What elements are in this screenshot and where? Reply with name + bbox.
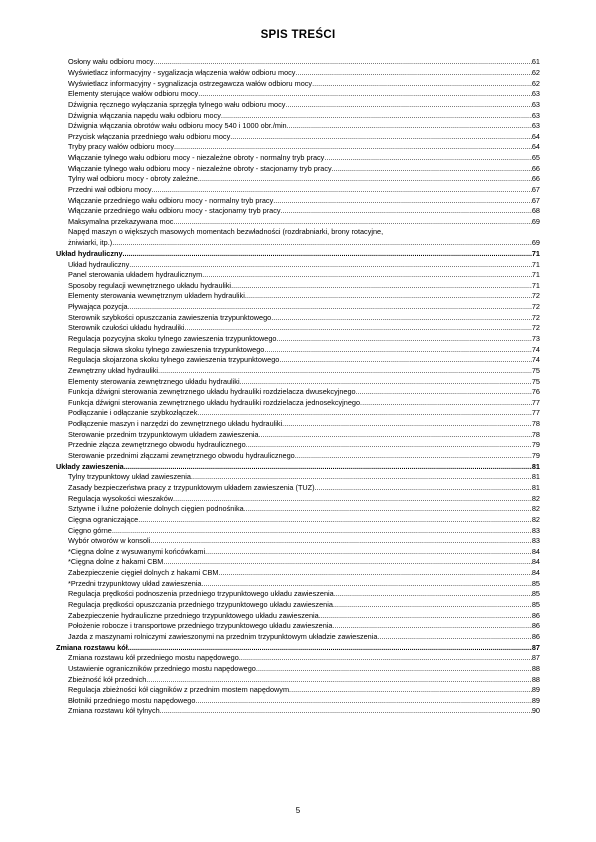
toc-entry-text: Dźwignia włączania obrotów wału odbioru mocy 540 i 1000 obr./min	[68, 121, 287, 131]
dot-leader	[279, 356, 532, 363]
toc-entry-text: Sposoby regulacji wewnętrznego układu hydrauliki	[68, 280, 232, 290]
toc-entry[interactable]	[56, 566, 540, 577]
toc-page-number: 84	[531, 546, 540, 556]
toc-page-number: 71	[531, 248, 540, 258]
dot-leader	[324, 154, 532, 161]
dot-leader	[332, 165, 532, 172]
dot-leader	[312, 80, 532, 87]
toc-page-number: 66	[531, 163, 540, 173]
toc-page-number: 72	[531, 312, 540, 322]
toc-entry-text: Położenie robocze i transportowe przedniego trzypunktowego układu zawieszenia	[68, 621, 333, 631]
dot-leader	[332, 622, 531, 629]
toc-page-number: 62	[531, 67, 540, 77]
toc-entry[interactable]	[56, 598, 540, 609]
dot-leader	[315, 484, 532, 491]
toc-entry[interactable]	[56, 576, 540, 587]
toc-entry-text: Regulacja prędkości podnoszenia przedniego trzypunktowego układu zawieszenia	[68, 589, 334, 599]
toc-entry-text: Regulacja siłowa skoku tylnego zawieszenia trzypunktowego	[68, 344, 265, 354]
dot-leader	[163, 558, 532, 565]
toc-entry-text: Funkcja dźwigni sterowania zewnętrznego układu hydrauliki rozdzielacza jednosekcyjnego	[68, 397, 361, 407]
toc-page-number: 71	[531, 270, 540, 280]
toc-page-number: 77	[531, 397, 540, 407]
toc-page-number: 71	[531, 259, 540, 269]
page-number: 5	[295, 806, 301, 815]
dot-leader	[112, 527, 532, 534]
toc-entry[interactable]	[56, 204, 540, 215]
toc-entry[interactable]	[56, 608, 540, 619]
dot-leader	[154, 58, 532, 65]
toc-entry-text: Zbieżność kół przednich	[68, 674, 147, 684]
dot-leader	[245, 292, 532, 299]
toc-entry-text: Podłączenie maszyn i narzędzi do zewnętrznego układu hydrauliki	[68, 419, 283, 429]
toc-entry[interactable]	[56, 215, 540, 226]
dot-leader	[295, 69, 531, 76]
toc-entry[interactable]	[56, 268, 540, 279]
toc-page-number: 64	[531, 142, 540, 152]
toc-page-number: 79	[531, 440, 540, 450]
dot-leader	[124, 463, 532, 470]
toc-entry-text: Zmiana rozstawu kół przedniego mostu napędowego	[68, 653, 239, 663]
toc-page-number: 62	[531, 78, 540, 88]
toc-page-number: 73	[531, 334, 540, 343]
dot-leader	[197, 409, 531, 416]
toc-entry-text: Wyświetlacz informacyjny - sygalizacja włączenia wałów odbioru mocy	[68, 67, 296, 77]
toc-page-number: 88	[531, 674, 540, 684]
toc-entry-text: żniwiarki, itp.)	[68, 238, 113, 248]
toc-entry-text: Włączanie tylnego wału odbioru mocy - niezależne obroty - stacjonarny tryb pracy	[68, 163, 332, 173]
toc-entry[interactable]	[56, 140, 540, 151]
dot-leader	[319, 612, 532, 619]
toc-entry[interactable]	[56, 651, 540, 662]
toc-page-number: 61	[531, 57, 540, 67]
dot-leader	[152, 186, 532, 193]
toc-page-number: 75	[531, 376, 540, 386]
toc-entry[interactable]	[56, 523, 540, 534]
toc-entry[interactable]	[56, 438, 540, 449]
toc-entry[interactable]	[56, 87, 540, 98]
toc-entry[interactable]	[56, 364, 540, 375]
toc-entry[interactable]	[56, 491, 540, 502]
toc-page-number: 72	[531, 302, 540, 312]
dot-leader	[334, 590, 532, 597]
toc-entry[interactable]	[56, 704, 540, 715]
toc-page-number: 77	[531, 408, 540, 418]
dot-leader	[231, 282, 532, 289]
dot-leader	[230, 133, 532, 140]
dot-leader	[129, 261, 532, 268]
dot-leader	[160, 707, 532, 714]
toc-page-number: 84	[531, 568, 540, 578]
toc-entry[interactable]	[56, 534, 540, 545]
dot-leader	[281, 207, 532, 214]
toc-page-number: 90	[531, 706, 540, 716]
dot-leader	[289, 686, 532, 693]
toc-entry-text: Podłączanie i odłączanie szybkozłączek	[68, 408, 198, 418]
toc-entry[interactable]	[56, 236, 540, 247]
toc-page-number: 85	[531, 600, 540, 610]
toc-entry[interactable]	[56, 55, 540, 66]
toc-entry[interactable]	[56, 662, 540, 673]
toc-entry[interactable]	[56, 619, 540, 630]
toc-entry-text: Cięgna ograniczające	[68, 514, 139, 524]
dot-leader	[123, 250, 532, 257]
toc-page-number: 86	[531, 631, 540, 641]
toc-page-number: 85	[531, 589, 540, 599]
dot-leader	[195, 697, 532, 704]
toc-entry-text: Włączanie przedniego wału odbioru mocy - stacjonarny tryb pracy	[68, 206, 281, 216]
toc-page-number: 64	[531, 131, 540, 141]
dot-leader	[246, 441, 532, 448]
toc-entry[interactable]	[56, 119, 540, 130]
toc-entry[interactable]	[56, 587, 540, 598]
toc-entry-text: Przednie złącza zewnętrznego obwodu hydraulicznego	[68, 440, 246, 450]
toc-page-number: 74	[531, 344, 540, 354]
toc-section-heading[interactable]	[56, 459, 540, 470]
toc-page-number: 63	[531, 99, 540, 109]
dot-leader	[146, 676, 532, 683]
dot-leader	[276, 335, 531, 342]
toc-entry-text: Elementy sterowania zewnętrznego układu hydrauliki	[68, 376, 240, 386]
toc-entry-text: Włączanie tylnego wału odbioru mocy - niezależne obroty - normalny tryb pracy	[68, 153, 325, 163]
toc-entry-text: Tylny wał odbioru mocy - obroty zależne	[68, 174, 198, 184]
toc-entry[interactable]	[56, 310, 540, 321]
toc-page-number: 76	[531, 387, 540, 397]
toc-entry[interactable]	[56, 321, 540, 332]
toc-entry-text: Układ hydrauliczny	[68, 259, 130, 269]
dot-leader	[202, 271, 532, 278]
dot-leader	[205, 548, 532, 555]
toc-entry[interactable]	[56, 98, 540, 109]
toc-page-number: 67	[531, 185, 540, 195]
toc-page-number: 79	[531, 451, 540, 461]
dot-leader	[282, 420, 532, 427]
toc-entry[interactable]	[56, 385, 540, 396]
toc-entry-text: Regulacja zbieżności kół ciągników z przednim mostem napędowym	[68, 685, 290, 695]
toc-page-number: 89	[531, 685, 540, 695]
toc-entry-text: Dźwignia włączania napędu wału odbioru mocy	[68, 110, 221, 120]
toc-entry[interactable]	[56, 161, 540, 172]
toc-entry[interactable]	[56, 449, 540, 460]
dot-leader	[377, 633, 531, 640]
toc-entry-text: Układ hydrauliczny	[56, 248, 123, 258]
toc-entry-text: Sterowanie przednimi złączami zewnętrznego obwodu hydraulicznego	[68, 451, 295, 461]
toc-page-number: 81	[531, 482, 540, 492]
toc-entry-text: Regulacja pozycyjna skoku tylnego zawieszenia trzypunktowego	[68, 334, 277, 343]
toc-page-number: 63	[531, 110, 540, 120]
toc-entry[interactable]	[56, 278, 540, 289]
toc-page-number: 66	[531, 174, 540, 184]
toc-entry-text: Ustawienie ograniczników przedniego mostu napędowego	[68, 663, 256, 673]
dot-leader	[356, 388, 532, 395]
toc-page-number: 85	[531, 578, 540, 588]
dot-leader	[128, 303, 532, 310]
dot-leader	[138, 516, 532, 523]
toc-entry-text: Tylny trzypunktowy układ zawieszenia	[68, 472, 191, 482]
toc-entry-text: Sterownik szybkości opuszczania zawieszenia trzypunktowego	[68, 312, 272, 322]
toc-entry-text: Sztywne i luźne położenie dolnych cięgien podnośnika	[68, 504, 244, 514]
toc-entry-continued	[56, 225, 540, 236]
toc-entry-text: Maksymalna przekazywana moc	[68, 216, 174, 226]
toc-entry-text: Wybór otworów w konsoli	[68, 536, 151, 546]
toc-page-number: 69	[531, 238, 540, 248]
toc-entry[interactable]	[56, 353, 540, 364]
toc-page-number: 74	[531, 355, 540, 365]
toc-entry-text: Zasady bezpieczeństwa pracy z trzypunktowym układem zawieszenia (TUZ)	[68, 482, 315, 492]
toc-page-number: 86	[531, 621, 540, 631]
dot-leader	[239, 654, 532, 661]
dot-leader	[184, 324, 531, 331]
dot-leader	[173, 218, 531, 225]
dot-leader	[198, 175, 532, 182]
toc-entry-text: Włączanie przedniego wału odbioru mocy - normalny tryb pracy	[68, 195, 274, 205]
toc-entry-text: *Przedni trzypunktowy układ zawieszenia	[68, 578, 202, 588]
toc-entry-text: Zabezpieczenie hydrauliczne przedniego trzypunktowego układu zawieszenia	[68, 610, 319, 620]
toc-entry[interactable]	[56, 544, 540, 555]
toc-entry-text: Cięgno górne	[68, 525, 112, 535]
toc-entry-text: Elementy sterowania wewnętrznym układem hydrauliki	[68, 291, 245, 301]
toc-entry[interactable]	[56, 151, 540, 162]
dot-leader	[158, 367, 532, 374]
dot-leader	[173, 495, 532, 502]
toc-entry-text: Regulacja wysokości wieszaków	[68, 493, 174, 503]
dot-leader	[264, 346, 532, 353]
toc-page-number: 86	[531, 610, 540, 620]
toc-entry[interactable]	[56, 108, 540, 119]
dot-leader	[128, 644, 532, 651]
toc-page-number: 82	[531, 504, 540, 514]
toc-entry[interactable]	[56, 470, 540, 481]
toc-entry[interactable]	[56, 406, 540, 417]
toc-entry[interactable]	[56, 342, 540, 353]
dot-leader	[285, 101, 531, 108]
toc-entry[interactable]	[56, 481, 540, 492]
toc-page-number: 84	[531, 557, 540, 567]
toc-entry[interactable]	[56, 289, 540, 300]
toc-entry[interactable]	[56, 193, 540, 204]
toc-entry[interactable]	[56, 332, 540, 343]
toc-entry[interactable]	[56, 374, 540, 385]
toc-section-heading[interactable]	[56, 247, 540, 258]
toc-entry[interactable]	[56, 129, 540, 140]
toc-entry-text: Sterowanie przednim trzypunktowym układem zawieszenia	[68, 429, 259, 439]
toc-page-number: 89	[531, 695, 540, 705]
toc-entry-text: Regulacja prędkości opuszczania przedniego trzypunktowego układu zawieszenia	[68, 600, 333, 610]
toc-entry[interactable]	[56, 427, 540, 438]
dot-leader	[112, 239, 532, 246]
toc-page-number: 78	[531, 429, 540, 439]
dot-leader	[201, 580, 531, 587]
toc-entry-text: Przycisk włączania przedniego wału odbioru mocy	[68, 131, 231, 141]
toc-entry[interactable]	[56, 172, 540, 183]
toc-entry[interactable]	[56, 76, 540, 87]
toc-entry-text: Zewnętrzny układ hydrauliki	[68, 365, 159, 375]
dot-leader	[218, 569, 531, 576]
toc-page-number: 63	[531, 121, 540, 131]
toc-entry[interactable]	[56, 502, 540, 513]
dot-leader	[295, 452, 532, 459]
dot-leader	[150, 537, 532, 544]
toc-page-number: 82	[531, 493, 540, 503]
toc-entry[interactable]	[56, 257, 540, 268]
toc-page-number: 75	[531, 365, 540, 375]
toc-entry[interactable]	[56, 417, 540, 428]
toc-page-number: 65	[531, 153, 540, 163]
toc-entry-text: Dźwignia ręcznego wyłączania sprzęgła tylnego wału odbioru mocy	[68, 99, 286, 109]
dot-leader	[333, 601, 532, 608]
toc-page-number: 71	[531, 280, 540, 290]
toc-page-number: 83	[531, 525, 540, 535]
toc-page-number: 87	[531, 653, 540, 663]
toc-entry-text: Tryby pracy wałów odbioru mocy	[68, 142, 174, 152]
toc-entry[interactable]	[56, 693, 540, 704]
dot-leader	[191, 473, 532, 480]
toc-page-number: 81	[531, 461, 540, 471]
toc-entry[interactable]	[56, 555, 540, 566]
toc-entry-text: Regulacja skojarzona skoku tylnego zawieszenia trzypunktowego	[68, 355, 280, 365]
toc-entry-text: Pływająca pozycja	[68, 302, 128, 312]
toc-page-number: 68	[531, 206, 540, 216]
toc-entry-text: Funkcja dźwigni sterowania zewnętrznego układu hydrauliki rozdzielacza dwusekcyjnego	[68, 387, 356, 397]
toc-entry-text: Zmiana rozstawu kół	[56, 642, 128, 652]
dot-leader	[256, 665, 532, 672]
toc-section-heading[interactable]	[56, 640, 540, 651]
toc-entry-text: Sterownik czułości układu hydrauliki	[68, 323, 185, 333]
toc-entry[interactable]	[56, 630, 540, 641]
toc-page-number: 67	[531, 195, 540, 205]
toc-entry[interactable]	[56, 66, 540, 77]
toc-entry[interactable]	[56, 513, 540, 524]
table-of-contents	[56, 55, 540, 715]
toc-entry-text: Jazda z maszynami rolniczymi zawieszonymi na przednim trzypunktowym układzie zawieszenia	[68, 631, 378, 641]
toc-entry[interactable]	[56, 183, 540, 194]
toc-entry-text: Zabezpieczenie cięgieł dolnych z hakami CBM	[68, 568, 219, 578]
toc-page-number: 88	[531, 663, 540, 673]
toc-page-number: 87	[531, 642, 540, 652]
toc-entry-text: Zmiana rozstawu kół tylnych	[68, 706, 160, 716]
toc-page-number: 72	[531, 291, 540, 301]
toc-page-number: 83	[531, 536, 540, 546]
toc-entry-text: Napęd maszyn o większych masowych momentach bezwładności (rozdrabniarki, brony rotacyjne,	[68, 226, 384, 236]
dot-leader	[273, 197, 532, 204]
toc-entry-text: *Cięgna dolne z hakami CBM	[68, 557, 164, 567]
toc-entry-text: Elementy sterujące wałów odbioru mocy	[68, 89, 199, 99]
dot-leader	[244, 505, 532, 512]
dot-leader	[287, 122, 532, 129]
toc-entry-text: Osłony wału odbioru mocy	[68, 57, 154, 67]
dot-leader	[240, 378, 532, 385]
toc-entry[interactable]	[56, 683, 540, 694]
toc-page-number: 82	[531, 514, 540, 524]
dot-leader	[221, 112, 532, 119]
toc-page-number: 63	[531, 89, 540, 99]
page-title: SPIS TREŚCI	[260, 29, 336, 41]
toc-entry[interactable]	[56, 300, 540, 311]
toc-entry-text: Układy zawieszenia	[56, 461, 124, 471]
toc-entry-text: *Cięgna dolne z wysuwanymi końcówkami	[68, 546, 206, 556]
dot-leader	[360, 399, 532, 406]
toc-entry[interactable]	[56, 672, 540, 683]
toc-entry[interactable]	[56, 396, 540, 407]
toc-entry-text: Błotniki przedniego mostu napędowego	[68, 695, 196, 705]
toc-entry-text: Wyświetlacz informacyjny - sygnalizacja ostrzegawcza wałów odbioru mocy	[68, 78, 313, 88]
dot-leader	[174, 143, 532, 150]
toc-page-number: 69	[531, 216, 540, 226]
dot-leader	[198, 90, 532, 97]
toc-entry-text: Panel sterowania układem hydraulicznym	[68, 270, 203, 280]
toc-page-number: 72	[531, 323, 540, 333]
toc-entry-text: Przedni wał odbioru mocy	[68, 185, 152, 195]
toc-page-number: 78	[531, 419, 540, 429]
dot-leader	[271, 314, 532, 321]
dot-leader	[259, 431, 532, 438]
toc-page-number: 81	[531, 472, 540, 482]
